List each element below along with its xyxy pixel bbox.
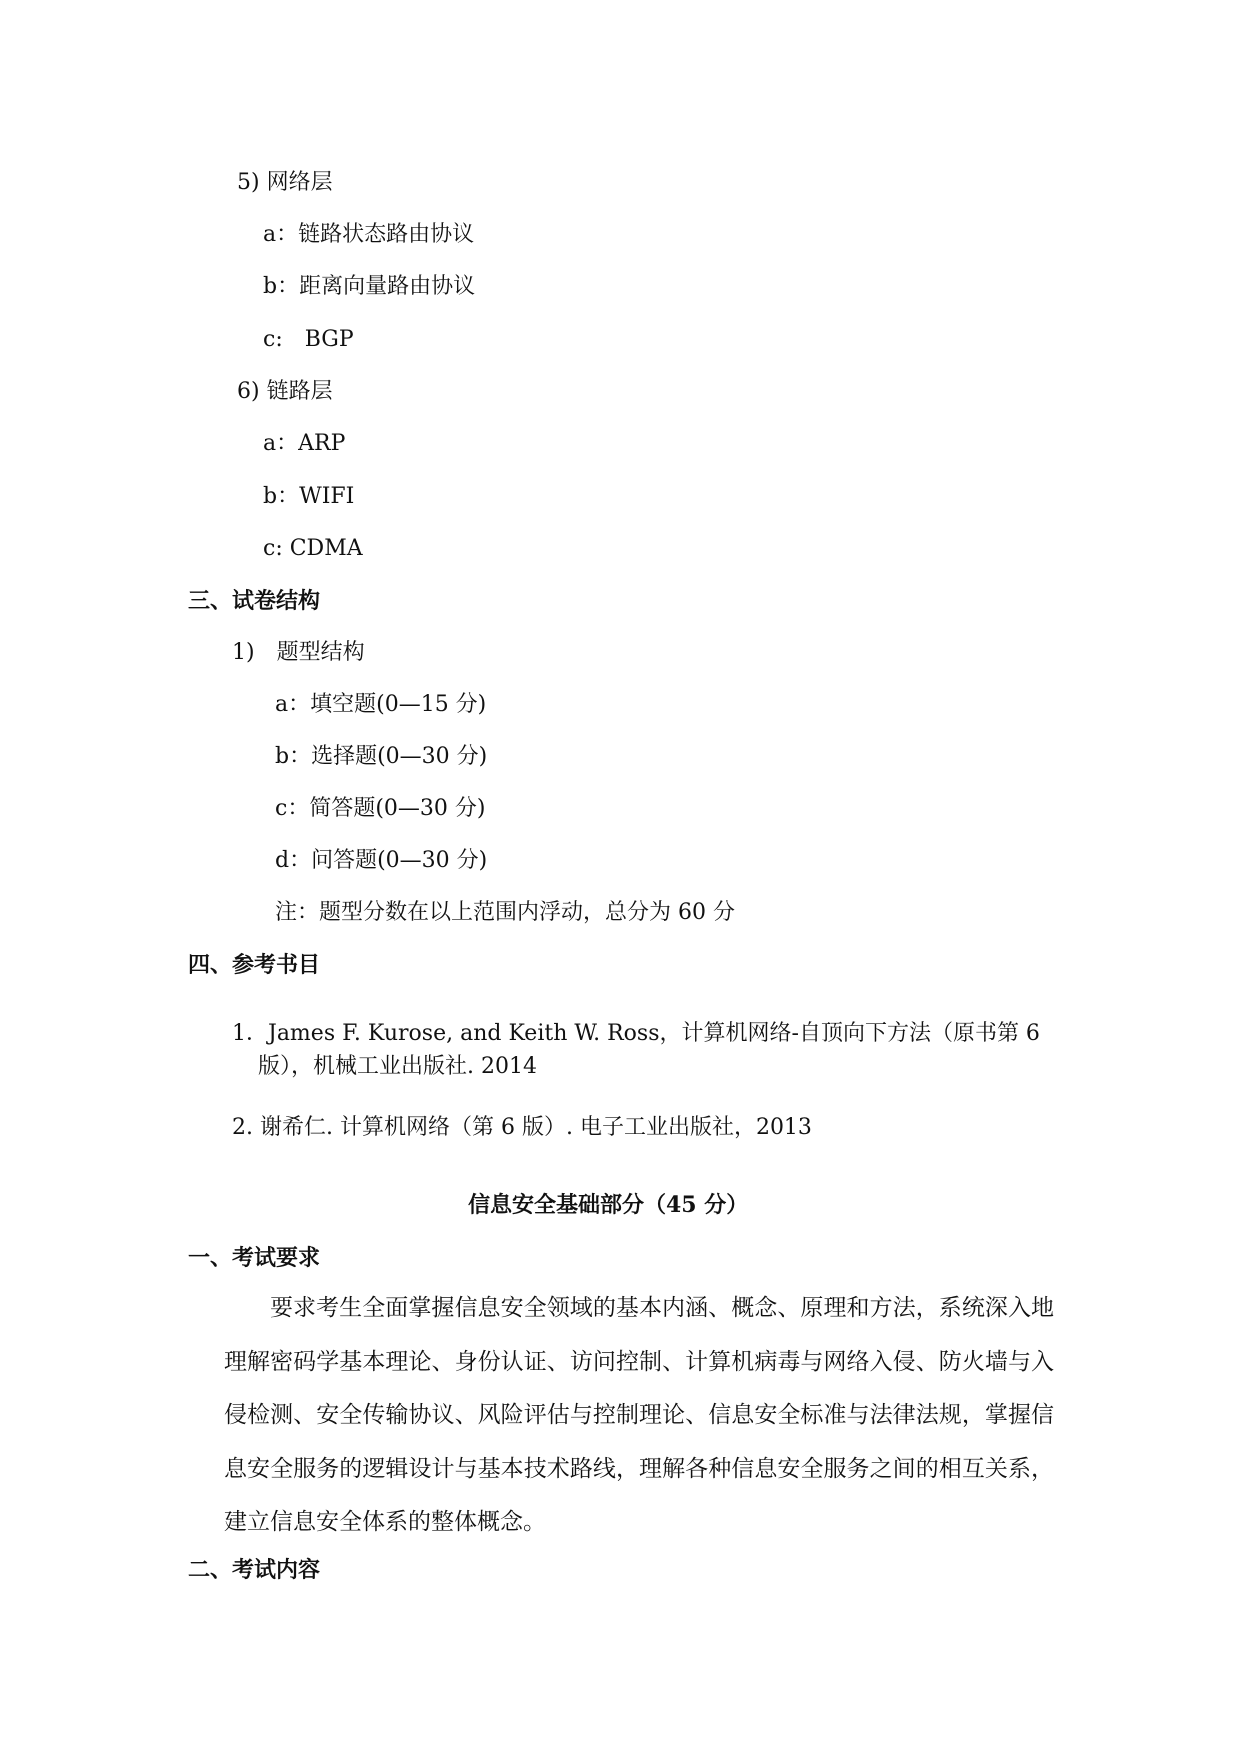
exam-structure-heading: 三、试卷结构 [188, 588, 321, 614]
reference-item-1-line-1: 1．James F. Kurose, and Keith W. Ross，计算机网络-自顶向下方法（原书第 6 [232, 1021, 1040, 1046]
link-layer-title: 6) 链路层 [237, 379, 333, 404]
reference-item-1-line-2: 版），机械工业出版社. 2014 [258, 1054, 537, 1079]
exam-content-heading: 二、考试内容 [188, 1557, 321, 1583]
question-type-title: 1) 题型结构 [232, 640, 365, 665]
reference-item-2: 2. 谢希仁. 计算机网络（第 6 版）. 电子工业出版社，2013 [232, 1115, 812, 1140]
score-note: 注：题型分数在以上范围内浮动，总分为 60 分 [275, 900, 735, 925]
exam-requirements-heading: 一、考试要求 [188, 1245, 321, 1271]
network-layer-title: 5) 网络层 [237, 170, 333, 195]
link-layer-item-a: a：ARP [263, 431, 346, 456]
link-layer-item-b: b：WIFI [263, 484, 355, 509]
question-type-b: b：选择题(0—30 分) [275, 744, 488, 769]
question-type-a: a：填空题(0—15 分) [275, 692, 487, 717]
security-section-title: 信息安全基础部分（45 分） [468, 1192, 749, 1218]
question-type-d: d：问答题(0—30 分) [275, 848, 488, 873]
question-type-c: c：简答题(0—30 分) [275, 796, 486, 821]
network-layer-item-c: c: BGP [263, 327, 354, 352]
network-layer-item-a: a：链路状态路由协议 [263, 222, 475, 247]
exam-requirements-paragraph: 要求考生全面掌握信息安全领域的基本内涵、概念、原理和方法，系统深入地理解密码学基本理论、身份认证、访问控制、计算机病毒与网络入侵、防火墙与入侵检测、安全传输协议、风险评估与控制理论、信息安全标准与法律法规，掌握信息安全服务的逻辑设计与基本技术路线，理解各种信息安全服务之间的相互关系，建立信息安全体系的整体概念。 [224, 1295, 1054, 1535]
references-heading: 四、参考书目 [188, 952, 321, 978]
network-layer-item-b: b：距离向量路由协议 [263, 274, 476, 299]
link-layer-item-c: c: CDMA [263, 536, 363, 561]
